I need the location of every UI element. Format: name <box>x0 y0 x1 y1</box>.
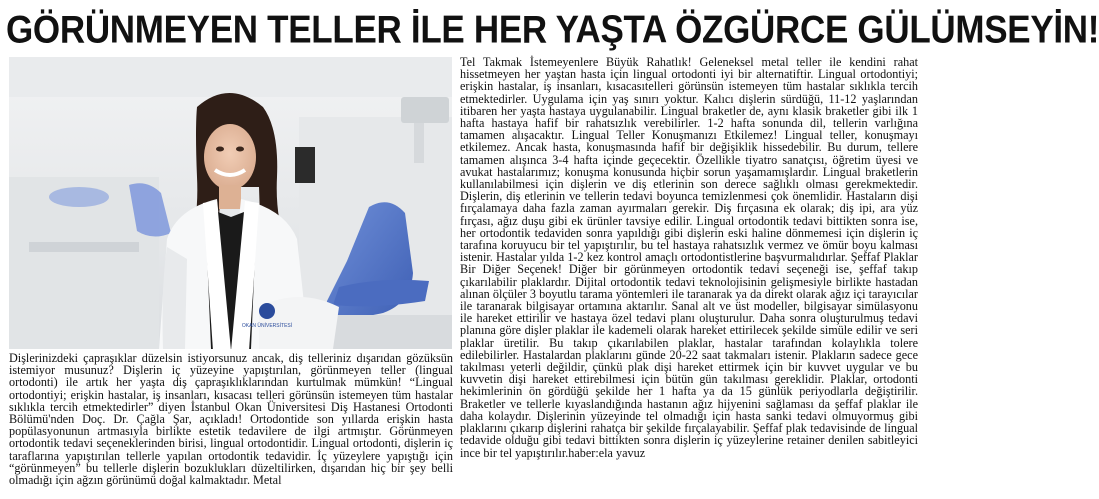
article-photo <box>9 57 452 349</box>
logo-text: OKAN ÜNİVERSİTESİ <box>241 323 293 329</box>
right-column-paragraph: Tel Takmak İstemeyenlere Büyük Rahatlık! Geleneksel metal teller ile kendini rahat hissetmeyen her yaştan hasta için lingual ortodonti iyi bir alternatiftir. Lingual ortodontiyi; erişkin hastalar, iş insanları, kısacasıtelleri görünsün istemeyen tüm hastalar sıklıkla tercih etmektedirler. Uygulama için yaş sınırı yoktur. Kalıcı dişlerin sürdüğü, 11-12 yaşlarından itibaren her yaşta hastaya uygulanabilir. Lingual braketler de, aynı klasik braketler gibi ilk 1 hafta hastaya hafif bir rahatsızlık verebilirler. 1-2 hafta sonunda dil, tellerin varlığına tamamen alışacaktır. Lingual Teller Konuşmanızı Etkilemez! Lingual teller, konuşmayı etkilemez. Ancak hasta, konuşmasında hafif bir değişiklik hissedebilir. Bu durum, tellere tamamen alışınca 3-4 hafta içinde geçecektir. Özellikle tiyatro sanatçısı, öğretim üyesi ve avukat hastalarımız; konuşma konusunda hiçbir sorun yaşamamışlardır. Lingual braketlerin kullanılabilmesi için dişlerin ve diş etlerinin son derece sağlıklı olması gerekmektedir. Dişlerin, diş etlerinin ve tellerin tedavi boyunca temizlenmesi çok önemlidir. Hastaların dişi fırçalamaya daha fazla zaman ayırmaları gerekir. Diş fırçasına ek olarak; diş ipi, ara yüz fırçası, ağız duşu gibi ek ürünler tavsiye edilir. Lingual ortodontik tedavi bittikten sonra ise, her ortodontik tedaviden sonra yapıldığı gibi dişlerin eski haline dönmemesi için dişlerin iç tarafına koruyucu bir tel yapıştırılır, bu tel hastaya rahatsızlık vermez ve ömür boyu kalması istenir. Hastalar yılda 1-2 kez kontrol amaçlı ortodontistlerine başvurmalıdırlar. Şeffaf Plaklar Bir Diğer Seçenek! Diğer bir görünmeyen ortodontik tedavi seçeneği ise, şeffaf takıp çıkarılabilir plaklardır. Dijital ortodontik tedavi teknolojisinin gelişmesiyle birlikte hastadan alınan ölçüler 3 boyutlu tarama yöntemleri ile taranarak ya da direkt olarak ağız içi tarayıcılar ile taranarak bilgisayar ortamına aktarılır. Sanal alt ve üst modeller, bilgisayar simülasyonu ile hareket ettirilir ve hastaya özel tedavi planı oluşturulur. Daha sonra oluşturulmuş tedavi planına göre dişler plaklar ile kademeli olarak hareket ettirilecek şekilde simüle edilir ve seri plaklar üretilir. Bu takıp çıkarılabilen plaklar, hastalar tarafından kolaylıkla tolere edilebilirler. Hastalardan plaklarını günde 20-22 saat takmaları istenir. Plakların sadece gece takılması yeterli değildir, çünkü plak dişi hareket ettirmek için bir kuvvet uygular ve bu kuvvetin dişi hareket ettirebilmesi için bütün gün takılması gereklidir. Plaklar, ortodonti hekimlerinin ön gördüğü şekilde her 1 hafta ya da 15 günlük periyodlarla değiştirilir. Braketler ve tellerle kıyaslandığında hastanın ağız hijyenini sağlaması da şeffaf plaklar ile daha kolaydır. Dişlerinin yüzeyinde tel olmadığı için hasta sanki tedavi olmuyormuş gibi plaklarını çıkarıp dişlerini rahatça bir şekilde fırçalayabilir. Şeffaf plak tedavisinde de lingual tedavide olduğu gibi tedavi bittikten sonra dişlerin iç yüzeylerine retainer denilen sabitleyici ince bir tel yapıştırılır.haber:ela yavuz <box>460 55 918 460</box>
headline: GÖRÜNMEYEN TELLER İLE HER YAŞTA ÖZGÜRCE GÜLÜMSEYİN! <box>6 7 1099 52</box>
right-column-text <box>460 56 918 498</box>
left-column-paragraph: Dişlerinizdeki çapraşıklar düzelsin istiyorsunuz ancak, diş telleriniz dışarıdan gözüksün istemiyor musunuz? Dişlerin iç yüzeyine yapıştırılan, görünmeyen teller (lingual ortodonti) ile artık her yaşta diş çapraşıklıklarından kurtulmak mümkün! “Lingual ortodontiyi; erişkin hastalar, iş insanları, kısacası telleri görünsün istemeyen tüm hastalar sıklıkla tercih etmektedirler” diyen İstanbul Okan Üniversitesi Diş Hastanesi Ortodonti Bölümü'nden Doç. Dr. Çağla Şar, açıkladı! Ortodontide son yıllarda erişkin hasta popülasyonunun artmasıyla birlikte estetik tedavilere de ilgi artmıştır. Görünmeyen ortodontik tedavi seçeneklerinden birisi, lingual ortodontidir. Lingual ortodonti, dişlerin iç taraflarına yapıştırılan tellerle yapılan ortodontik tedavidir. İç yüzeylere yapıştığı için “görünmeyen” bu tellerle dişlerin bozuklukları düzeltilirken, dışarıdan hiç bir şey belli olmadığı için ağzın görünümü doğal kalmaktadır. Metal <box>9 351 453 488</box>
left-column-text <box>9 352 453 496</box>
